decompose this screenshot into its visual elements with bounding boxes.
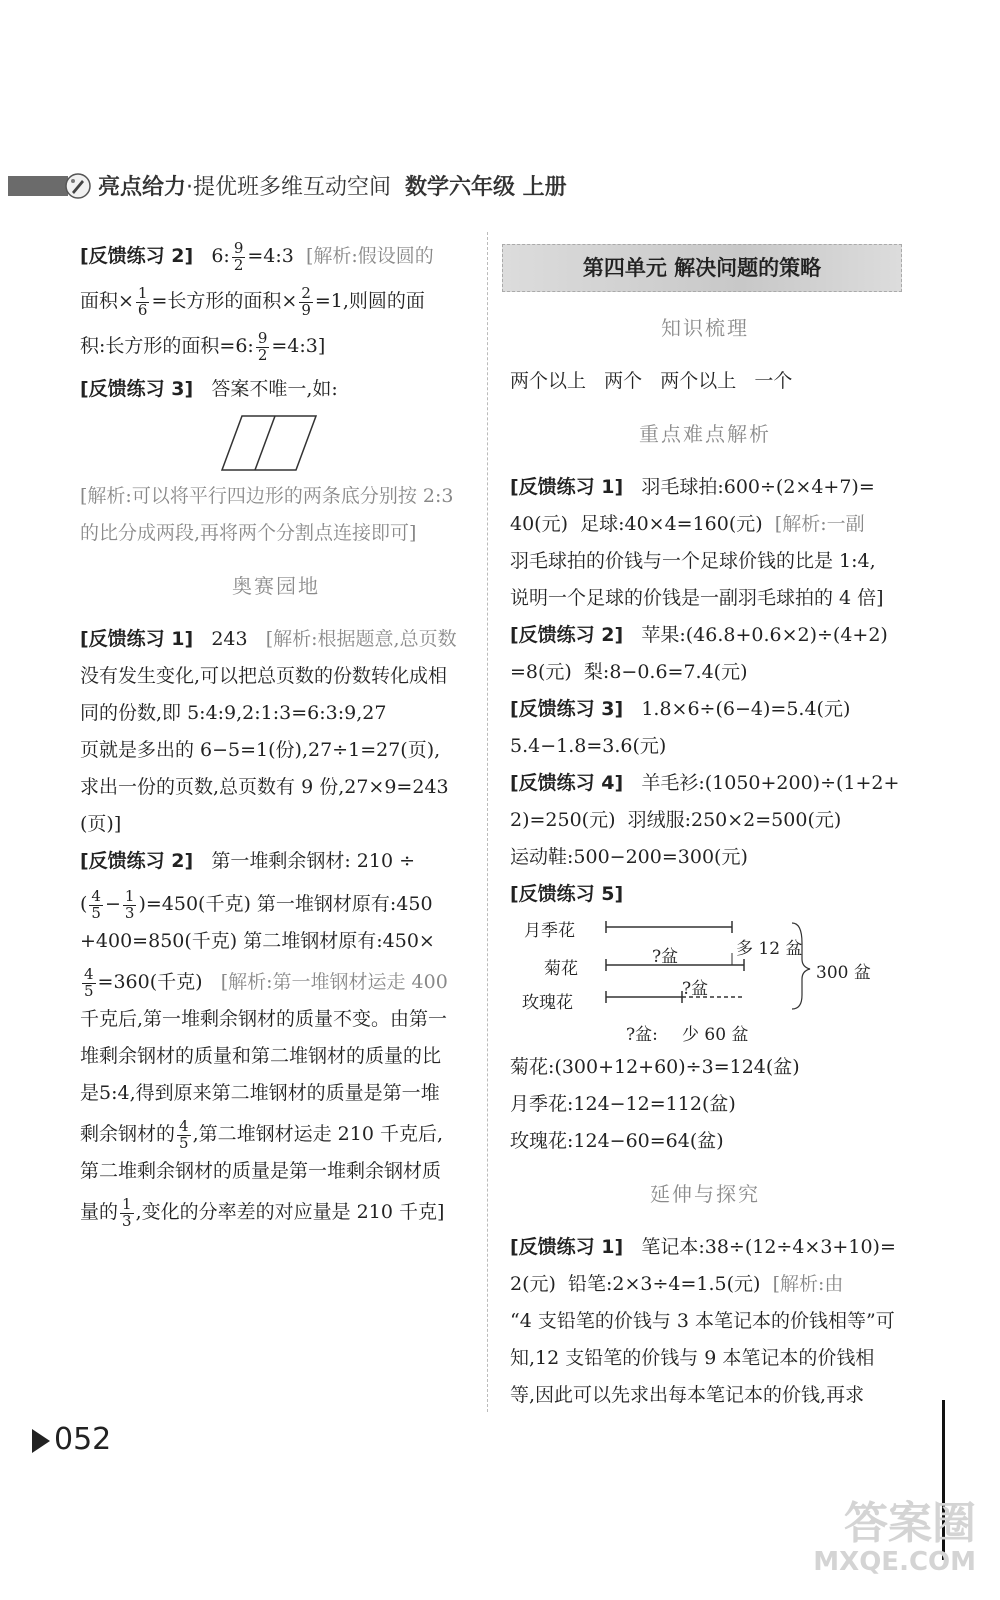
play-arrow-icon xyxy=(32,1429,50,1453)
frac-den: 2 xyxy=(233,255,244,274)
fb3-line1 xyxy=(80,371,472,408)
k1-tag: [反馈练习 1] xyxy=(510,476,624,498)
diagram-label-rose: 月季花 xyxy=(524,921,575,941)
rocket-logo-icon xyxy=(64,172,92,200)
ol2-line8 xyxy=(80,1116,472,1153)
frac-num: 4 xyxy=(179,1116,189,1135)
ol1-line1 xyxy=(80,621,472,658)
section-knowledge: 知识梳理 xyxy=(661,316,749,340)
fb3-text: 答案不唯一,如: xyxy=(211,378,338,400)
diagram-q3: ?盆: xyxy=(626,1025,658,1045)
fraction xyxy=(136,283,150,319)
page-number-text: 052 xyxy=(54,1422,112,1457)
watermark xyxy=(813,1500,976,1577)
knowledge-line: 两个以上 两个 两个以上 一个 xyxy=(510,370,793,392)
k5-line2: 菊花:(300+12+60)÷3=124(盆) xyxy=(510,1056,800,1078)
diagram-more: 多 12 盆 xyxy=(736,939,803,959)
diagram-total: 300 盆 xyxy=(816,963,871,983)
ol1-note: [解析:根据题意,总页数 xyxy=(265,628,457,650)
fraction xyxy=(177,1116,191,1152)
left-column xyxy=(80,238,472,1231)
ol2-l10b: ,变化的分率差的对应量是 210 千克] xyxy=(135,1201,445,1223)
fraction xyxy=(82,964,96,1000)
frac-den: 3 xyxy=(122,1211,132,1230)
k1-l2a: 40(元) 足球:40×4=160(元) xyxy=(510,513,763,535)
ol2-line1 xyxy=(80,843,472,880)
k2-line1 xyxy=(510,617,900,654)
k5-line1 xyxy=(510,876,900,913)
segment-diagram xyxy=(510,913,900,1049)
k1-line2 xyxy=(510,506,900,543)
watermark-line1: 答案圈 xyxy=(844,1498,976,1549)
k2-l1: 苹果:(46.8+0.6×2)÷(4+2) xyxy=(641,624,888,646)
fb2-l2c: =1,则圆的面 xyxy=(314,290,425,312)
ol2-line5: 千克后,第一堆剩余钢材的质量不变。由第一 xyxy=(80,1008,448,1030)
diagram-q1: ?盆 xyxy=(652,947,679,967)
ol2-tag: [反馈练习 2] xyxy=(80,850,194,872)
e1-line4: 知,12 支铅笔的价钱与 9 本笔记本的价钱相 xyxy=(510,1347,875,1369)
k3-tag: [反馈练习 3] xyxy=(510,698,624,720)
frac-den: 3 xyxy=(124,903,135,922)
ol1-tag: [反馈练习 1] xyxy=(80,628,194,650)
section-extension: 延伸与探究 xyxy=(650,1182,760,1206)
fb2-l3a: 积:长方形的面积=6: xyxy=(80,335,254,357)
frac-num: 1 xyxy=(124,886,135,905)
ol2-line10 xyxy=(80,1194,472,1231)
fb2-text-a: 6: xyxy=(211,245,230,267)
fb3-tag: [反馈练习 3] xyxy=(80,378,194,400)
fb2-note: [解析:假设圆的 xyxy=(305,245,434,267)
unit-title: 第四单元 解决问题的策略 xyxy=(502,244,902,292)
e1-l2a: 2(元) 铅笔:2×3÷4=1.5(元) xyxy=(510,1273,761,1295)
e1-tag: [反馈练习 1] xyxy=(510,1236,624,1258)
k1-line1 xyxy=(510,469,900,506)
frac-num: 1 xyxy=(122,1194,132,1213)
k1-l1: 羽毛球拍:600÷(2×4+7)= xyxy=(641,476,875,498)
ol2-line4 xyxy=(80,964,472,1001)
k2-tag: [反馈练习 2] xyxy=(510,624,624,646)
k4-line2: 2)=250(元) 羽绒服:250×2=500(元) xyxy=(510,809,842,831)
header-subject: 数学六年级 上册 xyxy=(405,175,567,200)
diagram-label-rosa: 玫瑰花 xyxy=(522,993,573,1013)
fb2-l2b: =长方形的面积× xyxy=(151,290,298,312)
ol2-paren-open: ( xyxy=(80,893,88,915)
fb2-line1 xyxy=(80,238,472,275)
section-olympiad: 奥赛园地 xyxy=(232,574,320,598)
ol2-l4a: =360(千克) xyxy=(97,971,203,993)
diagram-q2: ?盆 xyxy=(682,979,709,999)
fraction xyxy=(232,238,246,274)
k5-line4: 玫瑰花:124−60=64(盆) xyxy=(510,1130,724,1152)
ol1-answer: 243 xyxy=(211,628,248,650)
fb2-line2 xyxy=(80,283,472,320)
parallelogram-figure xyxy=(220,414,320,472)
k2-line2: =8(元) 梨:8−0.6=7.4(元) xyxy=(510,661,748,683)
frac-den: 5 xyxy=(91,903,101,922)
k4-line3: 运动鞋:500−200=300(元) xyxy=(510,846,748,868)
e1-note: [解析:由 xyxy=(772,1273,844,1295)
ol2-minus: − xyxy=(104,893,121,915)
frac-den: 5 xyxy=(84,981,94,1000)
fb3-note2: 的比分成两段,再将两个分割点连接即可] xyxy=(80,522,417,544)
fraction xyxy=(256,328,270,364)
frac-den: 6 xyxy=(137,300,148,319)
e1-line3: “4 支铅笔的价钱与 3 本笔记本的价钱相等”可 xyxy=(510,1310,895,1332)
ol2-l8a: 剩余钢材的 xyxy=(80,1123,176,1145)
ol1-line6: (页)] xyxy=(80,813,122,835)
k5-line3: 月季花:124−12=112(盆) xyxy=(510,1093,736,1115)
k1-line4: 说明一个足球的价钱是一副羽毛球拍的 4 倍] xyxy=(510,587,884,609)
ol1-line3: 同的份数,即 5:4:9,2:1:3=6:3:9,27 xyxy=(80,702,387,724)
fb2-tag: [反馈练习 2] xyxy=(80,245,194,267)
fraction xyxy=(123,886,137,922)
k1-line3: 羽毛球拍的价钱与一个足球价钱的比是 1:4, xyxy=(510,550,876,572)
frac-den: 5 xyxy=(179,1133,189,1152)
fb2-l3b: =4:3] xyxy=(271,335,326,357)
e1-l1: 笔记本:38÷(12÷4×3+10)= xyxy=(641,1236,896,1258)
k3-line1 xyxy=(510,691,900,728)
frac-num: 2 xyxy=(301,283,311,302)
ol1-line4: 页就是多出的 6−5=1(份),27÷1=27(页), xyxy=(80,739,441,761)
frac-num: 4 xyxy=(91,886,101,905)
e1-line1 xyxy=(510,1229,900,1266)
fb2-line3 xyxy=(80,328,472,365)
frac-num: 9 xyxy=(233,238,244,257)
ol1-line5: 求出一份的页数,总页数有 9 份,27×9=243 xyxy=(80,776,449,798)
ol2-line2 xyxy=(80,886,472,923)
watermark-line2: MXQE.COM xyxy=(813,1547,976,1578)
frac-den: 9 xyxy=(301,300,311,319)
diagram-label-chrysanthemum: 菊花 xyxy=(544,959,578,979)
right-column xyxy=(510,238,900,1414)
ol2-line3: +400=850(千克) 第二堆钢材原有:450× xyxy=(80,930,435,952)
column-divider xyxy=(487,232,488,1412)
header-brand: 亮点给力 xyxy=(98,175,187,200)
fraction xyxy=(89,886,103,922)
k3-line2: 5.4−1.8=3.6(元) xyxy=(510,735,667,757)
header-title xyxy=(98,170,567,201)
ol2-l2b: )=450(千克) 第一堆钢材原有:450 xyxy=(138,893,433,915)
frac-num: 1 xyxy=(137,283,148,302)
header-bar xyxy=(8,176,68,196)
k4-tag: [反馈练习 4] xyxy=(510,772,624,794)
ol2-line9: 第二堆剩余钢材的质量是第一堆剩余钢材质 xyxy=(80,1160,442,1182)
fb2-text-b: =4:3 xyxy=(247,245,294,267)
ol2-line7: 是5:4,得到原来第二堆钢材的质量是第一堆 xyxy=(80,1082,440,1104)
section-key-points: 重点难点解析 xyxy=(639,422,771,446)
ol1-line2: 没有发生变化,可以把总页数的份数转化成相 xyxy=(80,665,448,687)
ol2-l10a: 量的 xyxy=(80,1201,119,1223)
fraction xyxy=(120,1194,134,1230)
diagram-less: 少 60 盆 xyxy=(682,1025,749,1045)
e1-line5: 等,因此可以先求出每本笔记本的价钱,再求 xyxy=(510,1384,865,1406)
k4-line1 xyxy=(510,765,900,802)
ol2-line6: 堆剩余钢材的质量和第二堆钢材的质量的比 xyxy=(80,1045,442,1067)
ol2-l8b: ,第二堆钢材运走 210 千克后, xyxy=(192,1123,443,1145)
frac-den: 2 xyxy=(257,345,268,364)
k3-l1: 1.8×6÷(6−4)=5.4(元) xyxy=(641,698,851,720)
k4-l1: 羊毛衫:(1050+200)÷(1+2+ xyxy=(641,772,900,794)
fb3-note1: [解析:可以将平行四边形的两条底分别按 2:3 xyxy=(80,485,454,507)
frac-num: 9 xyxy=(257,328,268,347)
k5-tag: [反馈练习 5] xyxy=(510,883,624,905)
header-series: ·提优班多维互动空间 xyxy=(186,175,392,200)
page-number xyxy=(32,1422,111,1457)
frac-num: 4 xyxy=(84,964,94,983)
fraction xyxy=(299,283,313,319)
ol2-l1: 第一堆剩余钢材: 210 ÷ xyxy=(211,850,415,872)
fb2-l2a: 面积× xyxy=(80,290,134,312)
ol2-note: [解析:第一堆钢材运走 400 xyxy=(220,971,448,993)
e1-line2 xyxy=(510,1266,900,1303)
k1-note: [解析:一副 xyxy=(774,513,865,535)
